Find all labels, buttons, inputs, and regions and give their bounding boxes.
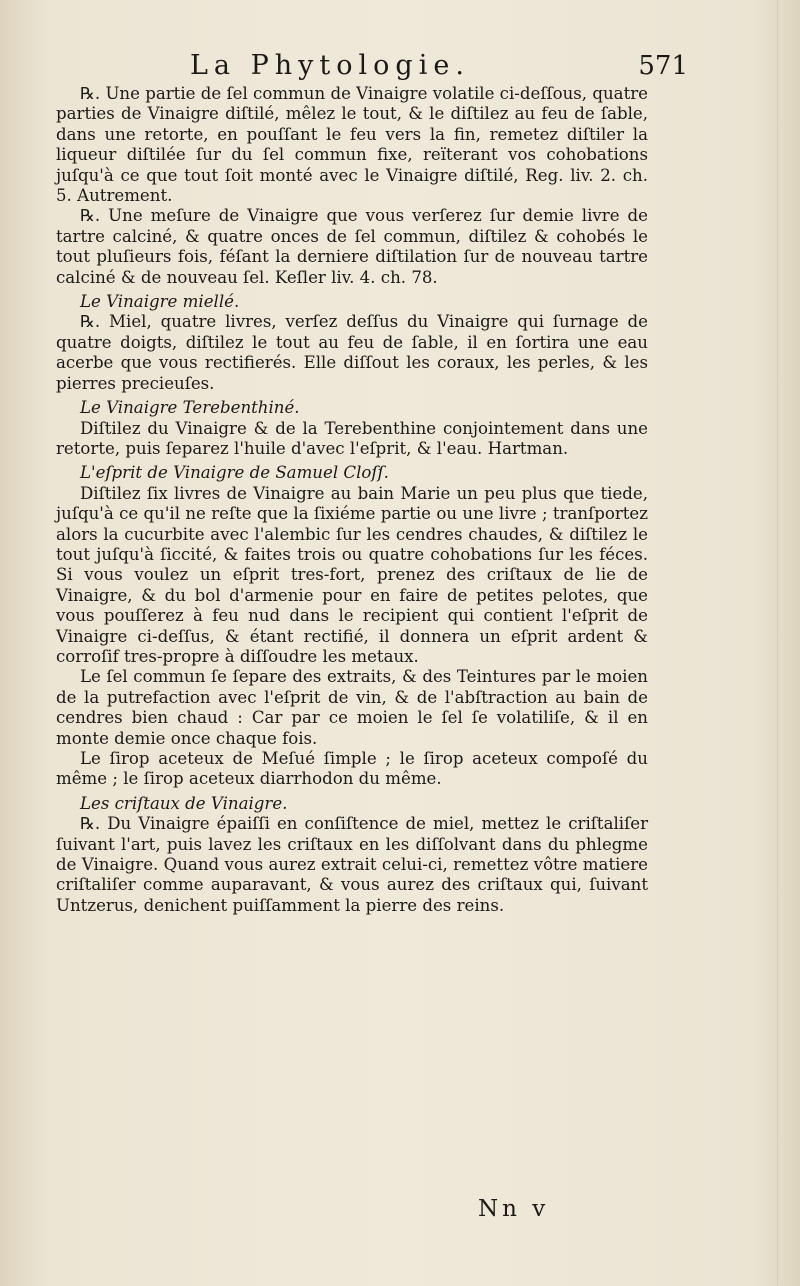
page-number: 571 xyxy=(638,51,688,81)
heading-cristaux-de-vinaigre: Les criſtaux de Vinaigre. xyxy=(80,793,288,813)
running-title: La Phytologie. xyxy=(190,50,470,81)
heading-esprit-de-vinaigre: L'eſprit de Vinaigre de Samuel Cloſſ. xyxy=(80,463,389,483)
heading-vinaigre-mielle: Le Vinaigre miellé. xyxy=(80,292,240,312)
paragraph-recipe-2: ℞. Une meſure de Vinaigre que vous verſerez ſur demie livre de tartre calciné, & quatre onces de ſel commun, diſtilez & cohobés le tout pluſieurs fois, féſant la derniere diſtilation ſur de nouveau tartre calciné & de nouveau ſel. Keſler liv. 4. ch. 78. xyxy=(56,206,648,287)
body-text xyxy=(56,84,648,916)
signature-catchword: Nn v xyxy=(478,1196,550,1222)
paragraph-recipe-3: ℞. Miel, quatre livres, verſez deſſus du Vinaigre qui ſurnage de quatre doigts, diſtilez le tout au feu de ſable, il en ſortira une eau acerbe que vous rectifierés. Elle diſſout les coraux, les perles, & les pierres precieuſes. xyxy=(56,312,648,393)
paragraph-recipe-5: Diſtilez ſix livres de Vinaigre au bain Marie un peu plus que tiede, juſqu'à ce qu'il ne reſte que la ſixiéme partie ou une livre ; tranſportez alors la cucurbite avec l'alembic ſur les cendres chaudes, & diſtilez le tout juſqu'à ſiccité, & faites trois ou quatre cohobations ſur les féces. Si vous voulez un eſprit tres-fort, prenez des criſtaux de lie de Vinaigre, & du bol d'armenie pour en faire de petites pelotes, que vous pouſſerez à feu nud dans le recipient qui contient l'eſprit de Vinaigre ci-deſſus, & étant rectifié, il donnera un eſprit ardent & corroſif tres-propre à diſſoudre les metaux. xyxy=(56,483,648,666)
heading-vinaigre-terebenthine: Le Vinaigre Terebenthiné. xyxy=(80,398,300,418)
paragraph-recipe-4: Diſtilez du Vinaigre & de la Terebenthine conjointement dans une retorte, puis ſeparez l'huile d'avec l'eſprit, & l'eau. Hartman. xyxy=(56,418,648,458)
paragraph-recipe-1: ℞. Une partie de ſel commun de Vinaigre volatile ci-deſſous, quatre parties de Vinaigre diſtilé, mêlez le tout, & le diſtilez au feu de ſable, dans une retorte, en pouſſant le feu vers la fin, remetez diſtiler la liqueur diſtilée ſur du ſel commun fixe, reïterant vos cohobations juſqu'à ce que tout ſoit monté avec le Vinaigre diſtilé, Reg. liv. 2. ch. 5. Autrement. xyxy=(56,84,648,206)
page-crease xyxy=(777,0,778,1286)
paragraph-sirops: Le ſirop aceteux de Meſué ſimple ; le ſirop aceteux compoſé du même ; le ſirop aceteux diarrhodon du même. xyxy=(56,749,648,789)
paragraph-recipe-6: ℞. Du Vinaigre épaiſſi en conſiſtence de miel, mettez le criſtaliſer ſuivant l'art, puis lavez les criſtaux en les diſſolvant dans du phlegme de Vinaigre. Quand vous aurez extrait celui-ci, remettez vôtre matiere criſtaliſer comme auparavant, & vous aurez des criſtaux qui, ſuivant Untzerus, denichent puiſſamment la pierre des reins. xyxy=(56,814,648,915)
paragraph-sel-commun: Le ſel commun ſe ſepare des extraits, & des Teintures par le moien de la putrefaction avec l'eſprit de vin, & de l'abſtraction au bain de cendres bien chaud : Car par ce moien le ſel ſe volatiliſe, & il en monte demie once chaque fois. xyxy=(56,667,648,748)
